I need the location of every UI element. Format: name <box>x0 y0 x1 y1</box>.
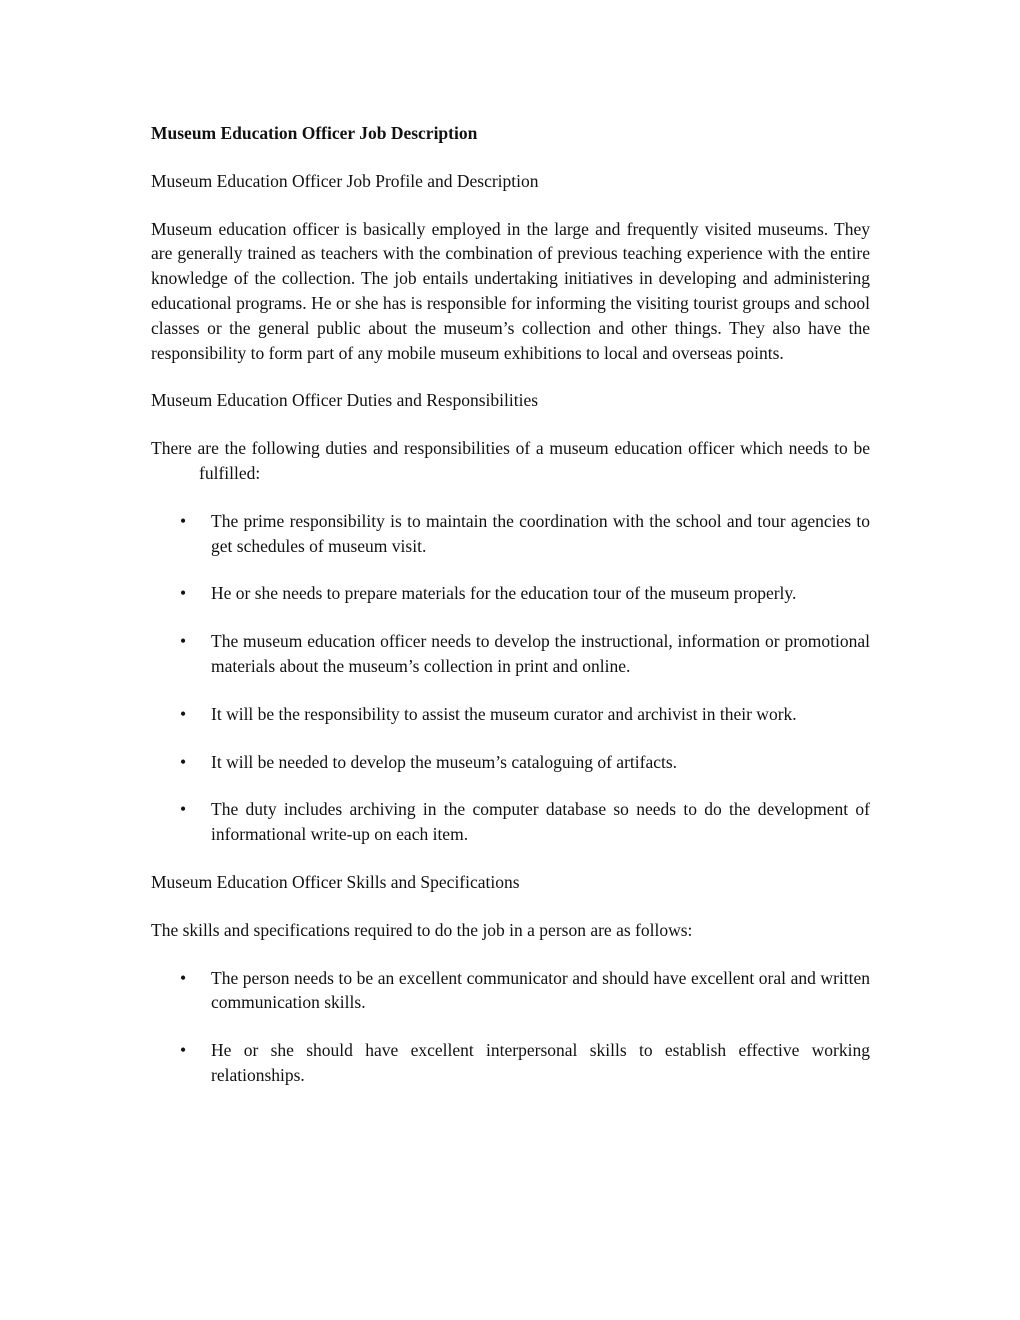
section-heading-duties: Museum Education Officer Duties and Responsibilities <box>151 390 539 411</box>
section-heading-skills: Museum Education Officer Skills and Specifications <box>151 871 520 892</box>
bullet-icon: • <box>180 799 187 820</box>
list-item-text: The duty includes archiving in the computer database so needs to do the development of informational write-up on each item. <box>211 799 870 845</box>
duties-list <box>151 509 870 847</box>
list-item <box>151 509 870 559</box>
list-item-text: He or she needs to prepare materials for the education tour of the museum properly. <box>211 583 797 604</box>
section-heading-profile: Museum Education Officer Job Profile and Description <box>151 170 539 191</box>
list-item-text: The prime responsibility is to maintain the coordination with the school and tour agencies to get schedules of museum visit. <box>211 510 870 556</box>
document-page <box>151 121 870 1111</box>
list-item <box>151 797 870 847</box>
skills-list <box>151 966 870 1088</box>
document-title: Museum Education Officer Job Description <box>151 123 478 143</box>
list-item <box>151 629 870 679</box>
list-item <box>151 581 870 606</box>
duties-intro: There are the following duties and responsibilities of a museum education officer which needs to be fulfilled: <box>151 438 870 483</box>
bullet-icon: • <box>180 510 187 531</box>
list-item <box>151 966 870 1016</box>
bullet-icon: • <box>180 1040 187 1061</box>
bullet-icon: • <box>180 967 187 988</box>
list-item <box>151 702 870 727</box>
list-item-text: He or she should have excellent interpersonal skills to establish effective working relationships. <box>211 1040 870 1085</box>
list-item <box>151 1038 870 1088</box>
bullet-icon: • <box>180 703 187 724</box>
list-item-text: It will be needed to develop the museum’s cataloguing of artifacts. <box>211 751 678 772</box>
list-item-text: The person needs to be an excellent communicator and should have excellent oral and written communication skills. <box>211 967 870 1013</box>
list-item-text: The museum education officer needs to develop the instructional, information or promotional materials about the museum’s collection in print and online. <box>211 631 870 676</box>
profile-paragraph: Museum education officer is basically employed in the large and frequently visited museums. They are generally trained as teachers with the combination of previous teaching experience with the entire knowledge of the collection. The job entails undertaking initiatives in developing and administering educational programs. He or she has is responsible for informing the visiting tourist groups and school classes or the general public about the museum’s collection and other things. They also have the responsibility to form part of any mobile museum exhibitions to local and overseas points. <box>151 218 870 363</box>
bullet-icon: • <box>180 631 187 652</box>
list-item-text: It will be the responsibility to assist the museum curator and archivist in their work. <box>211 703 797 724</box>
bullet-icon: • <box>180 751 187 772</box>
list-item <box>151 750 870 775</box>
bullet-icon: • <box>180 583 187 604</box>
skills-intro: The skills and specifications required to do the job in a person are as follows: <box>151 919 693 940</box>
